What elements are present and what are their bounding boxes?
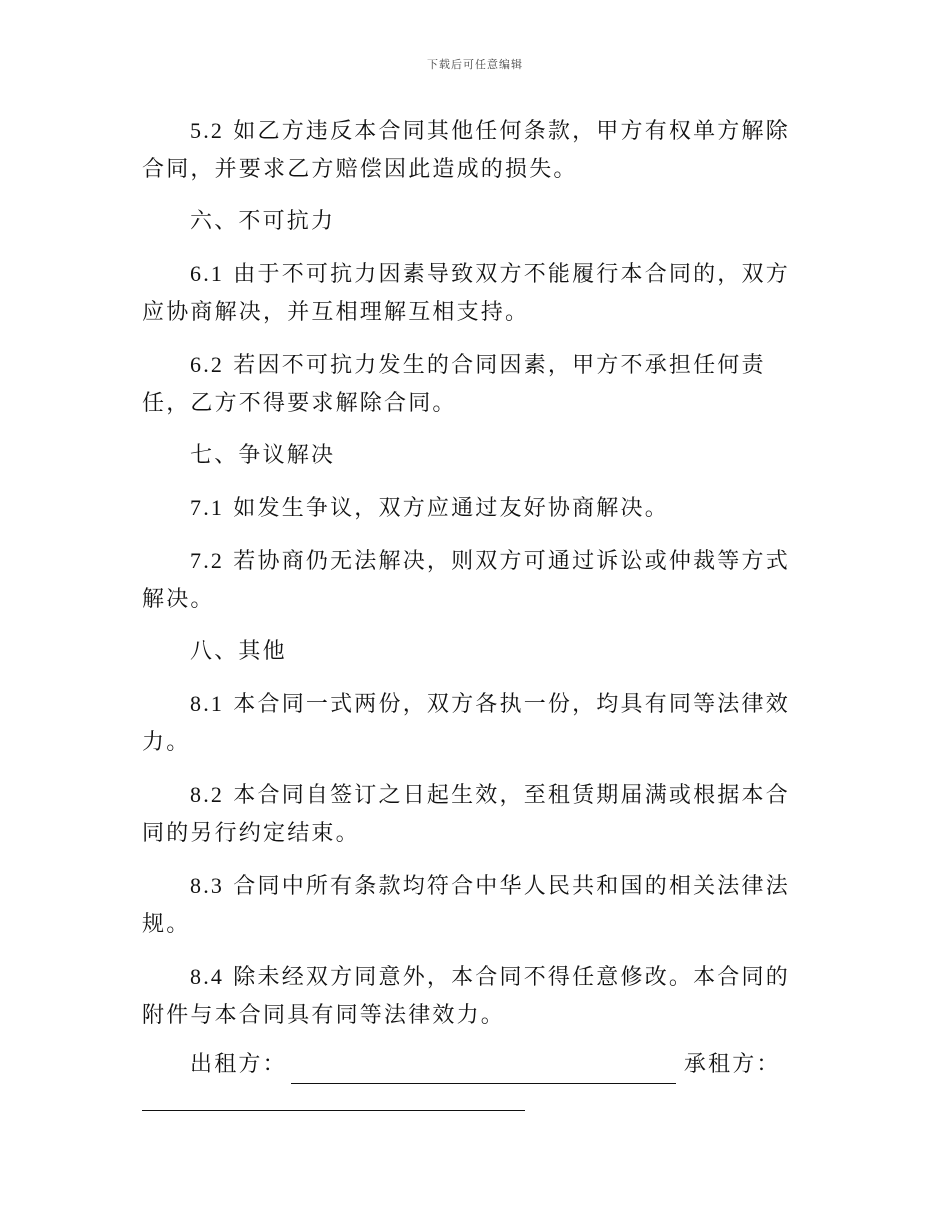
header-note: 下载后可任意编辑	[427, 58, 523, 71]
signature-row	[142, 1046, 842, 1084]
clause-number: 5.2	[190, 118, 225, 143]
clause-7-1	[142, 489, 802, 528]
lessee-label: 承租方：	[683, 1052, 781, 1077]
clause-text: 若协商仍无法解决，则双方可通过诉讼或仲裁等方式解决。	[142, 549, 790, 612]
clause-number: 8.2	[190, 782, 225, 807]
clause-number: 6.2	[190, 352, 225, 377]
clause-number: 7.1	[190, 495, 225, 520]
clause-6-1	[142, 255, 802, 332]
clause-number: 6.1	[190, 261, 225, 286]
section-heading-other	[142, 633, 802, 671]
contract-body	[142, 112, 802, 1049]
clause-text: 由于不可抗力因素导致双方不能履行本合同的，双方应协商解决，并互相理解互相支持。	[142, 262, 790, 325]
section-heading-force-majeure	[142, 203, 802, 241]
lessor-signature-blank[interactable]	[291, 1055, 676, 1084]
clause-8-3	[142, 867, 802, 944]
lessee-signature-blank[interactable]	[142, 1110, 525, 1111]
clause-6-2	[142, 346, 802, 423]
clause-text: 如发生争议，双方应通过友好协商解决。	[224, 496, 669, 521]
clause-number: 7.2	[190, 548, 225, 573]
clause-8-1	[142, 685, 802, 762]
clause-text: 除未经双方同意外，本合同不得任意修改。本合同的附件与本合同具有同等法律效力。	[142, 965, 790, 1028]
clause-8-4	[142, 958, 802, 1035]
clause-7-2	[142, 542, 802, 619]
heading-text: 六、不可抗力	[190, 209, 336, 234]
lessor-label: 出租方：	[190, 1052, 287, 1077]
clause-text: 如乙方违反本合同其他任何条款，甲方有权单方解除合同，并要求乙方赔偿因此造成的损失。	[142, 119, 790, 182]
clause-text: 本合同自签订之日起生效，至租赁期届满或根据本合同的另行约定结束。	[142, 783, 790, 846]
clause-5-2	[142, 112, 802, 189]
clause-text: 合同中所有条款均符合中华人民共和国的相关法律法规。	[142, 874, 790, 937]
heading-text: 八、其他	[190, 639, 287, 664]
clause-text: 本合同一式两份，双方各执一份，均具有同等法律效力。	[142, 692, 790, 755]
clause-8-2	[142, 776, 802, 853]
clause-number: 8.3	[190, 873, 225, 898]
section-heading-dispute	[142, 437, 802, 475]
clause-number: 8.4	[190, 964, 225, 989]
clause-number: 8.1	[190, 691, 225, 716]
heading-text: 七、争议解决	[190, 443, 336, 468]
clause-text: 若因不可抗力发生的合同因素，甲方不承担任何责任，乙方不得要求解除合同。	[142, 353, 766, 416]
